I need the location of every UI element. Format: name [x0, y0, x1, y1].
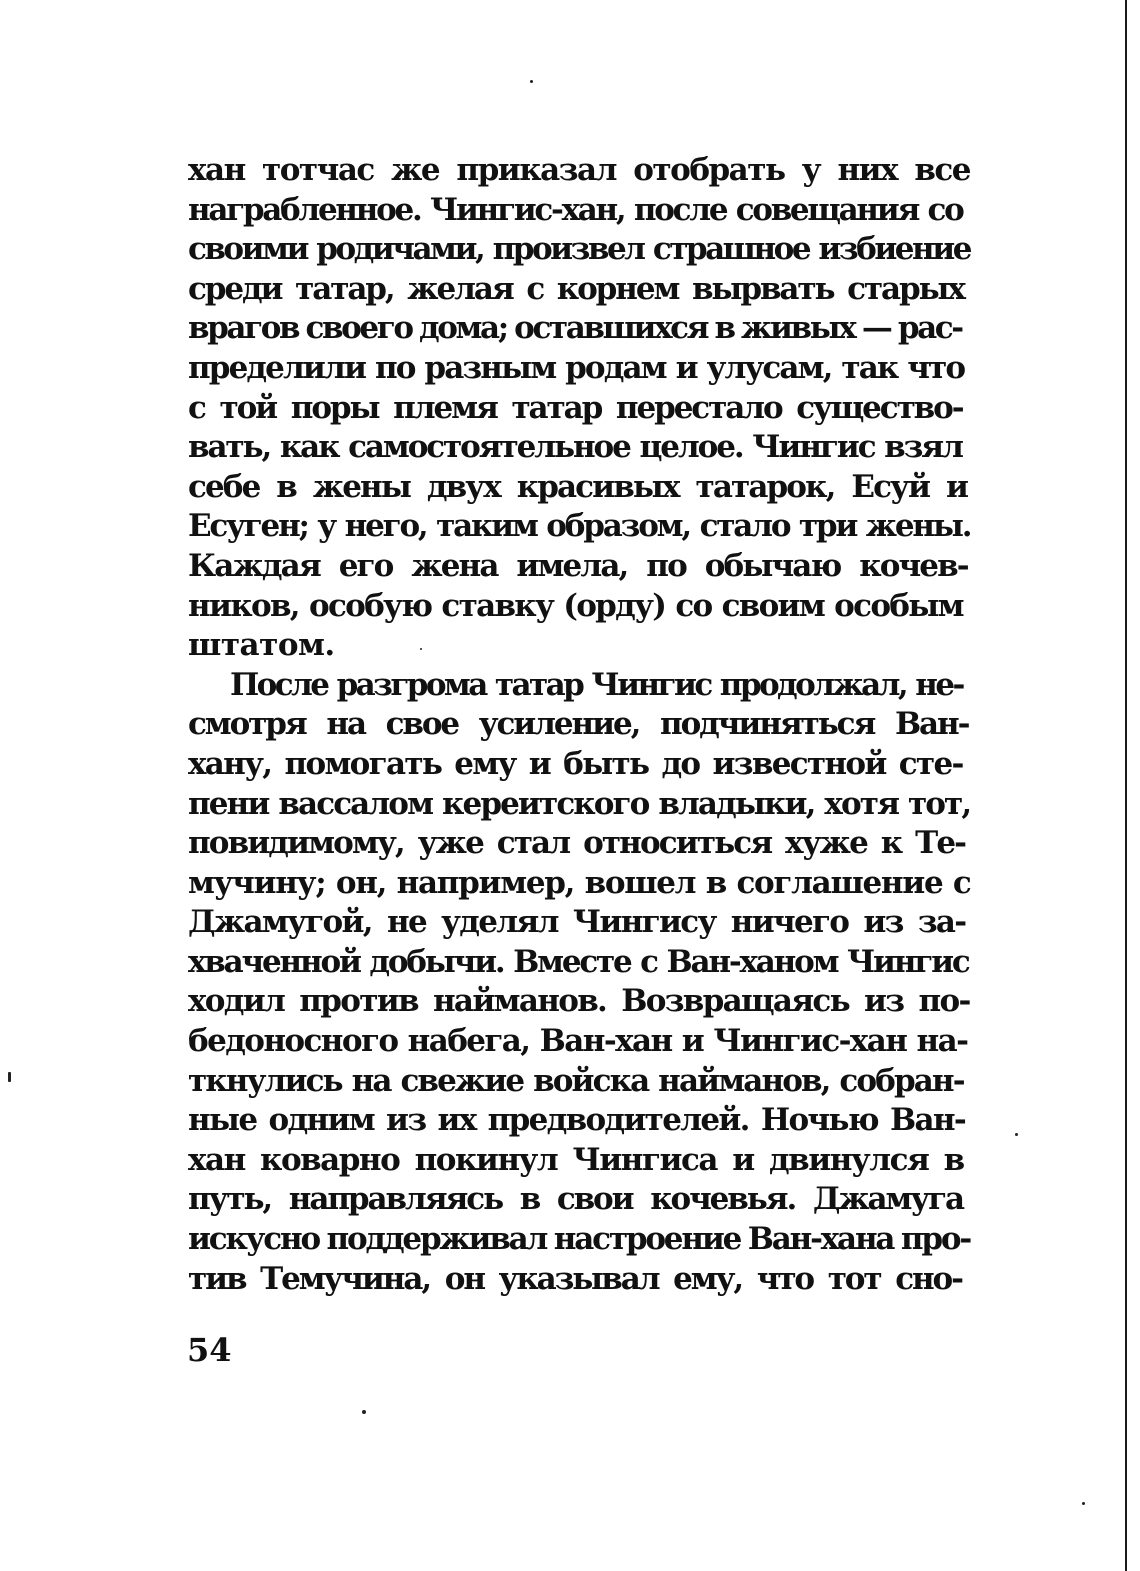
text-line: Джамугой, не уделял Чингису ничего из за-: [188, 904, 966, 941]
text-line: путь, направляясь в свои кочевья. Джамуга: [188, 1181, 963, 1218]
text-line: бедоносного набега, Ван-хан и Чингис-хан на-: [188, 1023, 968, 1060]
page-edge-line: [1125, 0, 1127, 1571]
text-line: Есуген; у него, таким образом, стало три жены.: [188, 508, 971, 545]
paragraph-first-line: После разгрома татар Чингис продолжал, не-: [230, 666, 963, 703]
page-number: 54: [187, 1331, 232, 1369]
scan-speck: [1015, 1133, 1018, 1136]
body-text: [188, 151, 971, 1299]
text-line: пени вассалом кереитского владыки, хотя тот,: [188, 785, 971, 822]
text-line: себе в жены двух красивых татарок, Есуй и: [188, 468, 968, 505]
text-line: тив Темучина, он указывал ему, что тот сно-: [188, 1260, 962, 1297]
text-line: ходил против найманов. Возвращаясь из по-: [188, 983, 970, 1020]
scan-speck: [362, 1410, 366, 1414]
text-line: среди татар, желая с корнем вырвать старых: [188, 270, 964, 307]
text-line: хан коварно покинул Чингиса и двинулся в: [188, 1141, 964, 1178]
text-line: награбленное. Чингис-хан, после совещания со: [188, 191, 963, 228]
text-line: хан тотчас же приказал отобрать у них все: [188, 152, 971, 188]
text-line: мучину; он, например, вошел в соглашение с: [188, 864, 971, 901]
text-line: смотря на свое усиление, подчиняться Ван-: [188, 706, 969, 743]
text-line: повидимому, уже стал относиться хуже к Те-: [188, 825, 966, 862]
text-line: штатом.: [188, 627, 335, 664]
text-line: с той поры племя татар перестало существо-: [188, 389, 963, 426]
text-line: хану, помогать ему и быть до известной сте-: [188, 745, 963, 782]
text-line: ников, особую ставку (орду) со своим особым: [188, 587, 963, 624]
text-line: своими родичами, произвел страшное избиение: [188, 231, 970, 268]
text-line: ные одним из их предводителей. Ночью Ван-: [188, 1102, 965, 1139]
text-line: пределили по разным родам и улусам, так что: [188, 349, 965, 386]
scan-speck: [8, 1072, 11, 1082]
scan-speck: [530, 80, 533, 83]
text-line: ткнулись на свежие войска найманов, собран-: [188, 1062, 964, 1099]
text-line: вать, как самостоятельное целое. Чингис взял: [188, 429, 962, 466]
text-line: Каждая его жена имела, по обычаю кочев-: [188, 547, 968, 584]
text-line: хваченной добычи. Вместе с Ван-ханом Чингис: [188, 943, 969, 980]
text-line: искусно поддерживал настроение Ван-хана про-: [188, 1221, 971, 1258]
text-line: врагов своего дома; оставшихся в живых — рас-: [188, 310, 962, 347]
scan-speck: [1082, 1502, 1085, 1505]
